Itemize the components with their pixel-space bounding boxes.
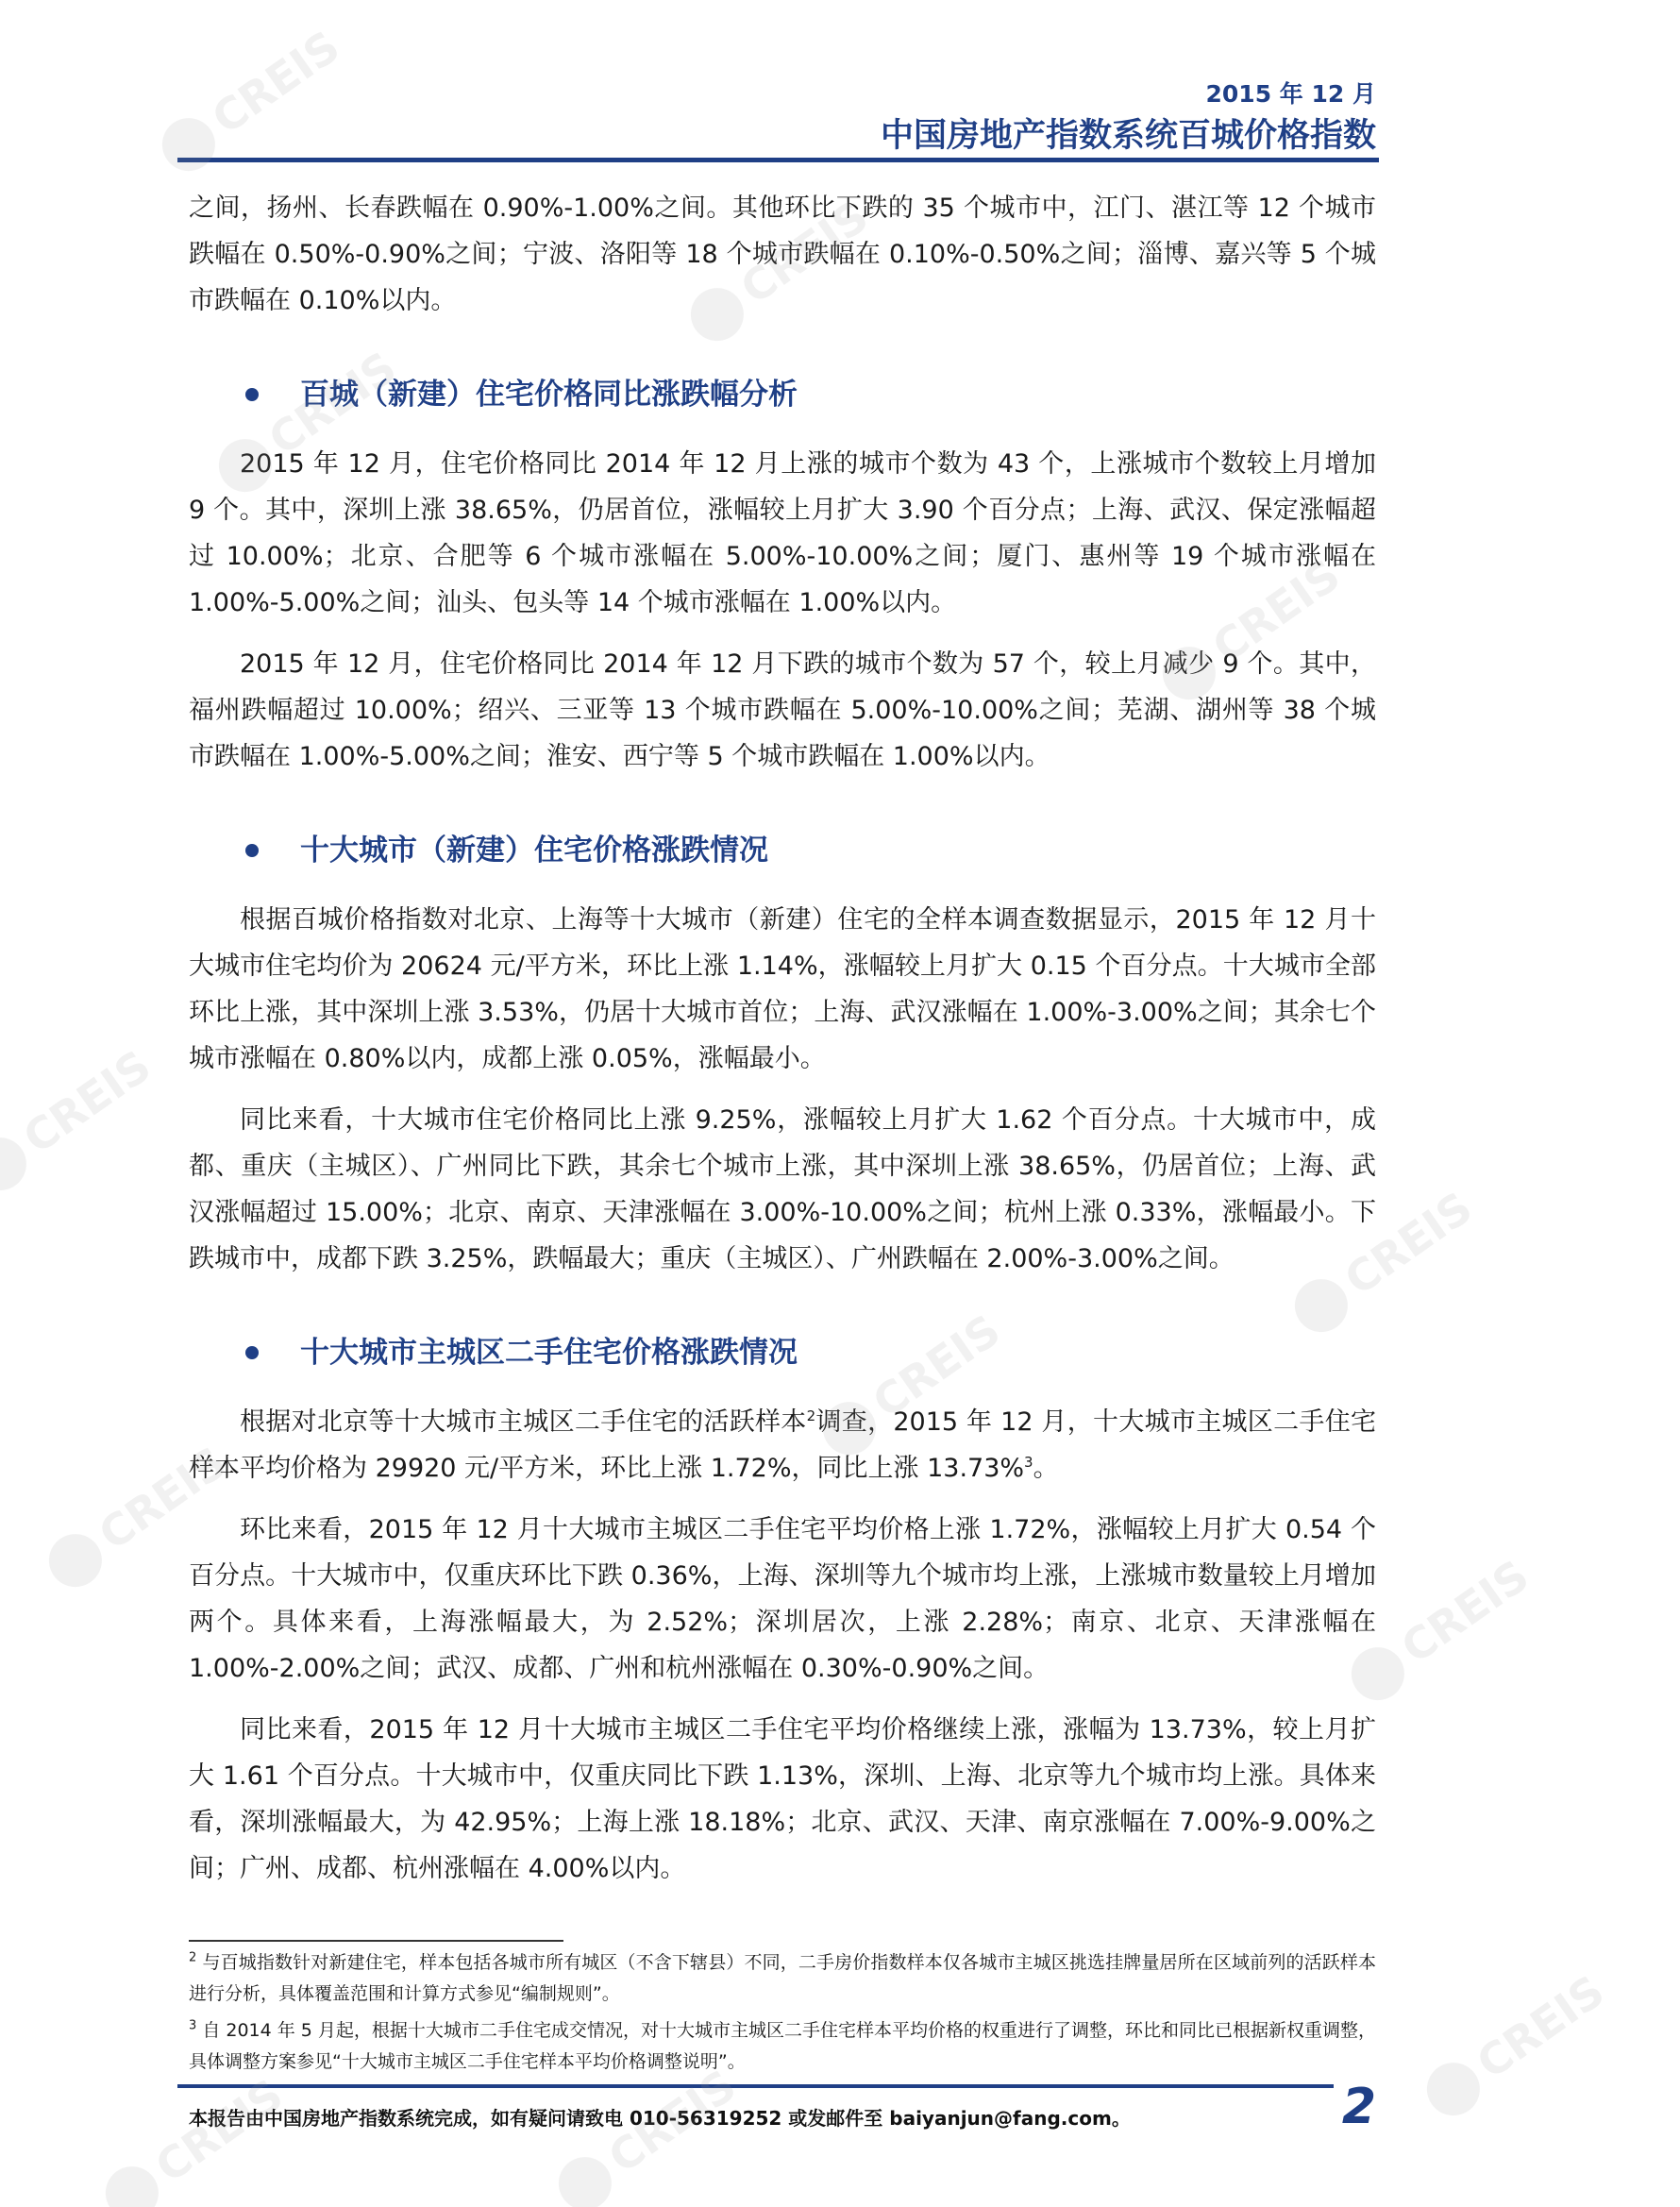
svg-text:CREIS: CREIS (202, 20, 349, 144)
paragraph: 2015 年 12 月，住宅价格同比 2014 年 12 月上涨的城市个数为 43 个，上涨城市个数较上月增加 9 个。其中，深圳上涨 38.65%，仍居首位，涨幅较上月扩大 3.90 个百分点；上海、武汉、保定涨幅超过 10.00%；北京、合肥等 6 个城市涨幅在 5.00%-10.00%之间；厦门、惠州等 19 个城市涨幅在 1.00%-5.00%之间；汕头、包头等 14 个城市涨幅在 1.00%以内。 (189, 449, 1376, 617)
paragraph: 之间，扬州、长春跌幅在 0.90%-1.00%之间。其他环比下跌的 35 个城市中，江门、湛江等 12 个城市跌幅在 0.50%-0.90%之间；宁波、洛阳等 18 个城市跌幅在 0.10%-0.50%之间；淄博、嘉兴等 5 个城市跌幅在 0.10%以内。 (189, 194, 1376, 315)
paragraph-text: 。 (1033, 1454, 1059, 1483)
paragraph-text: 根据对北京等十大城市主城区二手住宅的活跃样本 (240, 1407, 807, 1437)
footnote-text: 与百城指数针对新建住宅，样本包括各城市所有城区（不含下辖县）不同，二手房价指数样本仅各城市主城区挑选挂牌量居所在区域前列的活跃样本进行分析，具体覆盖范围和计算方式参见“编制规则”。 (189, 1952, 1376, 2004)
paragraph: 根据百城价格指数对北京、上海等十大城市（新建）住宅的全样本调查数据显示，2015 年 12 月十大城市住宅均价为 20624 元/平方米，环比上涨 1.14%，涨幅较上月扩大 0.15 个百分点。十大城市全部环比上涨，其中深圳上涨 3.53%，仍居十大城市首位；上海、武汉涨幅在 1.00%-3.00%之间；其余七个城市涨幅在 0.80%以内，成都上涨 0.05%，涨幅最小。 (189, 905, 1376, 1073)
section-heading (245, 1331, 1376, 1374)
svg-text:CREIS: CREIS (731, 190, 878, 314)
svg-text:CREIS: CREIS (863, 1304, 1010, 1428)
report-title: 中国房地产指数系统百城价格指数 (880, 117, 1376, 155)
footnote-rule (189, 1940, 563, 1942)
bullet-icon (245, 388, 259, 401)
footnote-number: 3 (189, 2018, 197, 2033)
watermark-logo (1397, 1963, 1680, 2096)
bullet-icon (245, 1346, 259, 1359)
svg-text:CREIS: CREIS (13, 1039, 160, 1164)
header-rule (177, 158, 1379, 162)
svg-text:CREIS: CREIS (598, 2059, 746, 2183)
footnote (189, 2015, 1376, 2078)
paragraph (189, 1399, 1376, 1491)
footnote (189, 1947, 1376, 2010)
footnote-ref[interactable]: 2 (806, 1407, 816, 1424)
footnote-number: 2 (189, 1950, 197, 1965)
section-heading (245, 373, 1376, 416)
paragraph: 2015 年 12 月，住宅价格同比 2014 年 12 月下跌的城市个数为 57 个，较上月减少 9 个。其中，福州跌幅超过 10.00%；绍兴、三亚等 13 个城市跌幅在 5.00%-10.00%之间；芜湖、湖州等 38 个城市跌幅在 1.00%-5.00%之间；淮安、西宁等 5 个城市跌幅在 1.00%以内。 (189, 649, 1376, 771)
report-date: 2015 年 12 月 (1205, 80, 1376, 108)
footnote-ref[interactable]: 3 (1024, 1454, 1033, 1471)
section-heading-text: 十大城市（新建）住宅价格涨跌情况 (300, 834, 768, 868)
paragraph-text: 调查，2015 年 12 月，十大城市主城区二手住宅样本平均价格为 29920 元/平方米，环比上涨 1.72%，同比上涨 13.73% (189, 1407, 1377, 1483)
svg-text:CREIS: CREIS (1202, 548, 1350, 673)
footer-rule (177, 2084, 1334, 2088)
bullet-icon (245, 844, 259, 857)
svg-text:CREIS: CREIS (1391, 1549, 1538, 1674)
section-heading-text: 十大城市主城区二手住宅价格涨跌情况 (300, 1336, 798, 1370)
footnotes (189, 1947, 1376, 2083)
page-number: 2 (1341, 2079, 1376, 2135)
footer-contact: 本报告由中国房地产指数系统完成，如有疑问请致电 010-56319252 或发邮件至 baiyanjun@fang.com。 (189, 2107, 1131, 2130)
watermark-logo (132, 19, 415, 151)
paragraph: 同比来看，2015 年 12 月十大城市主城区二手住宅平均价格继续上涨，涨幅为 13.73%，较上月扩大 1.61 个百分点。十大城市中，仅重庆同比下跌 1.13%，深圳、上海、北京等九个城市均上涨。具体来看，深圳涨幅最大，为 42.95%；上海上涨 18.18%；北京、武汉、天津、南京涨幅在 7.00%-9.00%之间；广州、成都、杭州涨幅在 4.00%以内。 (189, 1715, 1376, 1883)
paragraph: 环比来看，2015 年 12 月十大城市主城区二手住宅平均价格上涨 1.72%，涨幅较上月扩大 0.54 个百分点。十大城市中，仅重庆环比下跌 0.36%，上海、深圳等九个城市均上涨，上涨城市数量较上月增加两个。具体来看，上海涨幅最大，为 2.52%；深圳居次，上涨 2.28%；南京、北京、天津涨幅在 1.00%-2.00%之间；武汉、成都、广州和杭州涨幅在 0.30%-0.90%之间。 (189, 1515, 1376, 1683)
svg-text:CREIS: CREIS (145, 2068, 293, 2193)
main-content (189, 185, 1376, 1892)
svg-text:CREIS: CREIS (89, 1436, 236, 1560)
footnote-text: 自 2014 年 5 月起，根据十大城市二手住宅成交情况，对十大城市主城区二手住宅样本平均价格的权重进行了调整，环比和同比已根据新权重调整，具体调整方案参见“十大城市主城区二手住宅样本平均价格调整说明”。 (189, 2020, 1376, 2072)
svg-text:CREIS: CREIS (1335, 1181, 1482, 1306)
paragraph: 同比来看，十大城市住宅价格同比上涨 9.25%，涨幅较上月扩大 1.62 个百分点。十大城市中，成都、重庆（主城区）、广州同比下跌，其余七个城市上涨，其中深圳上涨 38.65%，仍居首位；上海、武汉涨幅超过 15.00%；北京、南京、天津涨幅在 3.00%-10.00%之间；杭州上涨 0.33%，涨幅最小。下跌城市中，成都下跌 3.25%，跌幅最大；重庆（主城区）、广州跌幅在 2.00%-3.00%之间。 (189, 1105, 1376, 1273)
svg-text:CREIS: CREIS (259, 341, 406, 465)
svg-text:CREIS: CREIS (1467, 1964, 1614, 2089)
section-heading-text: 百城（新建）住宅价格同比涨跌幅分析 (300, 378, 798, 412)
section-heading (245, 829, 1376, 872)
